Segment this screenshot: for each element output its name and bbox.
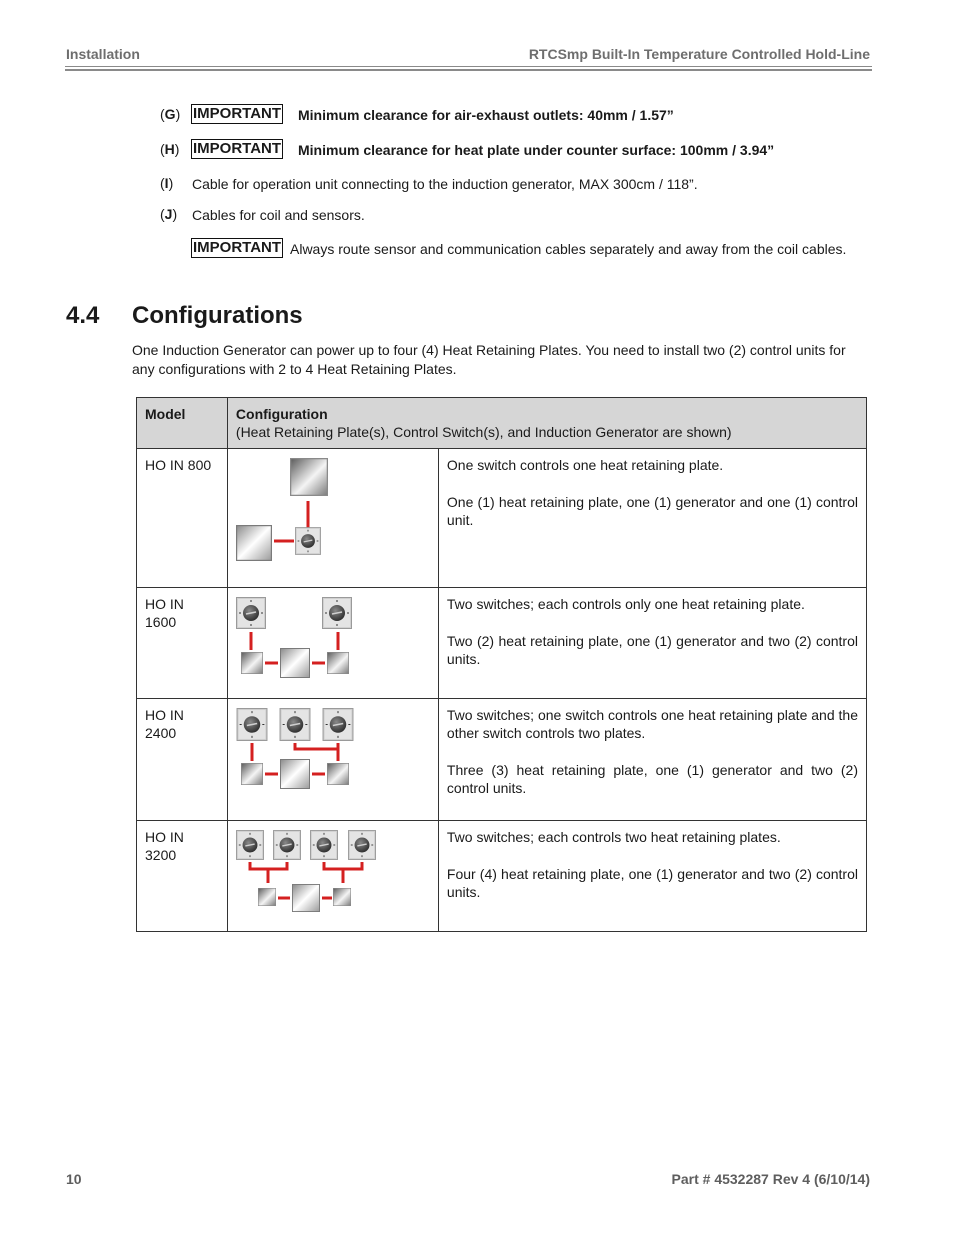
important-box: IMPORTANT (193, 239, 282, 256)
model-cell: HO IN 3200 (137, 821, 228, 932)
column-header-configuration: Configuration (Heat Retaining Plate(s), Control Switch(s), and Induction Generator are shown) (227, 398, 866, 449)
important-box: IMPORTANT (193, 105, 282, 122)
diagram-cell (227, 449, 438, 588)
section-number: 4.4 (66, 302, 100, 329)
configuration-diagram-1600 (228, 588, 438, 698)
item-text: Cable for operation unit connecting to the induction generator, MAX 300cm / 118”. (192, 176, 698, 192)
table-row (137, 699, 867, 821)
diagram-cell (227, 588, 438, 699)
header-section-title: Installation (66, 46, 140, 62)
configuration-diagram-2400 (228, 699, 438, 820)
part-number: Part # 4532287 Rev 4 (6/10/14) (671, 1171, 870, 1187)
section-intro: One Induction Generator can power up to four (4) Heat Retaining Plates. You need to install two (2) control units for any configurations with 2 to 4 Heat Retaining Plates. (132, 342, 846, 377)
model-cell: HO IN 2400 (137, 699, 228, 821)
description-cell: Two switches; each controls two heat retaining plates. Four (4) heat retaining plate, one (1) generator and two (2) control units. (438, 821, 866, 932)
important-box: IMPORTANT (193, 140, 282, 157)
diagram-cell (227, 699, 438, 821)
diagram-cell (227, 821, 438, 932)
table-row (137, 449, 867, 588)
header-rule-thick (65, 69, 872, 71)
item-label: (G) (160, 106, 181, 122)
configurations-table (136, 397, 867, 932)
configuration-diagram-3200 (228, 821, 438, 931)
item-text: Minimum clearance for heat plate under counter surface: 100mm / 3.94” (298, 142, 775, 158)
item-text: Cables for coil and sensors. (192, 207, 365, 223)
header-document-title: RTCSmp Built-In Temperature Controlled Hold-Line (528, 46, 870, 62)
section-title: Configurations (132, 302, 303, 329)
table-header-row (137, 398, 867, 449)
item-text: Minimum clearance for air-exhaust outlets: 40mm / 1.57” (298, 107, 674, 123)
column-header-model: Model (137, 398, 228, 449)
description-cell: Two switches; one switch controls one heat retaining plate and the other switch controls two plates. Three (3) heat retaining plate, one (1) generator and two (2) control units. (438, 699, 866, 821)
model-cell: HO IN 1600 (137, 588, 228, 699)
item-label: (J) (160, 206, 178, 222)
page-number: 10 (66, 1171, 82, 1187)
model-cell: HO IN 800 (137, 449, 228, 588)
table-row (137, 821, 867, 932)
item-label: (H) (160, 141, 180, 157)
description-cell: Two switches; each controls only one heat retaining plate. Two (2) heat retaining plate, one (1) generator and two (2) control units. (438, 588, 866, 699)
item-label: (I) (160, 175, 174, 191)
description-cell: One switch controls one heat retaining plate. One (1) heat retaining plate, one (1) generator and one (1) control unit. (438, 449, 866, 588)
configuration-diagram-800 (228, 449, 438, 587)
table-row (137, 588, 867, 699)
header-rule (65, 66, 872, 67)
note-text: Always route sensor and communication cables separately and away from the coil cables. (290, 241, 847, 257)
